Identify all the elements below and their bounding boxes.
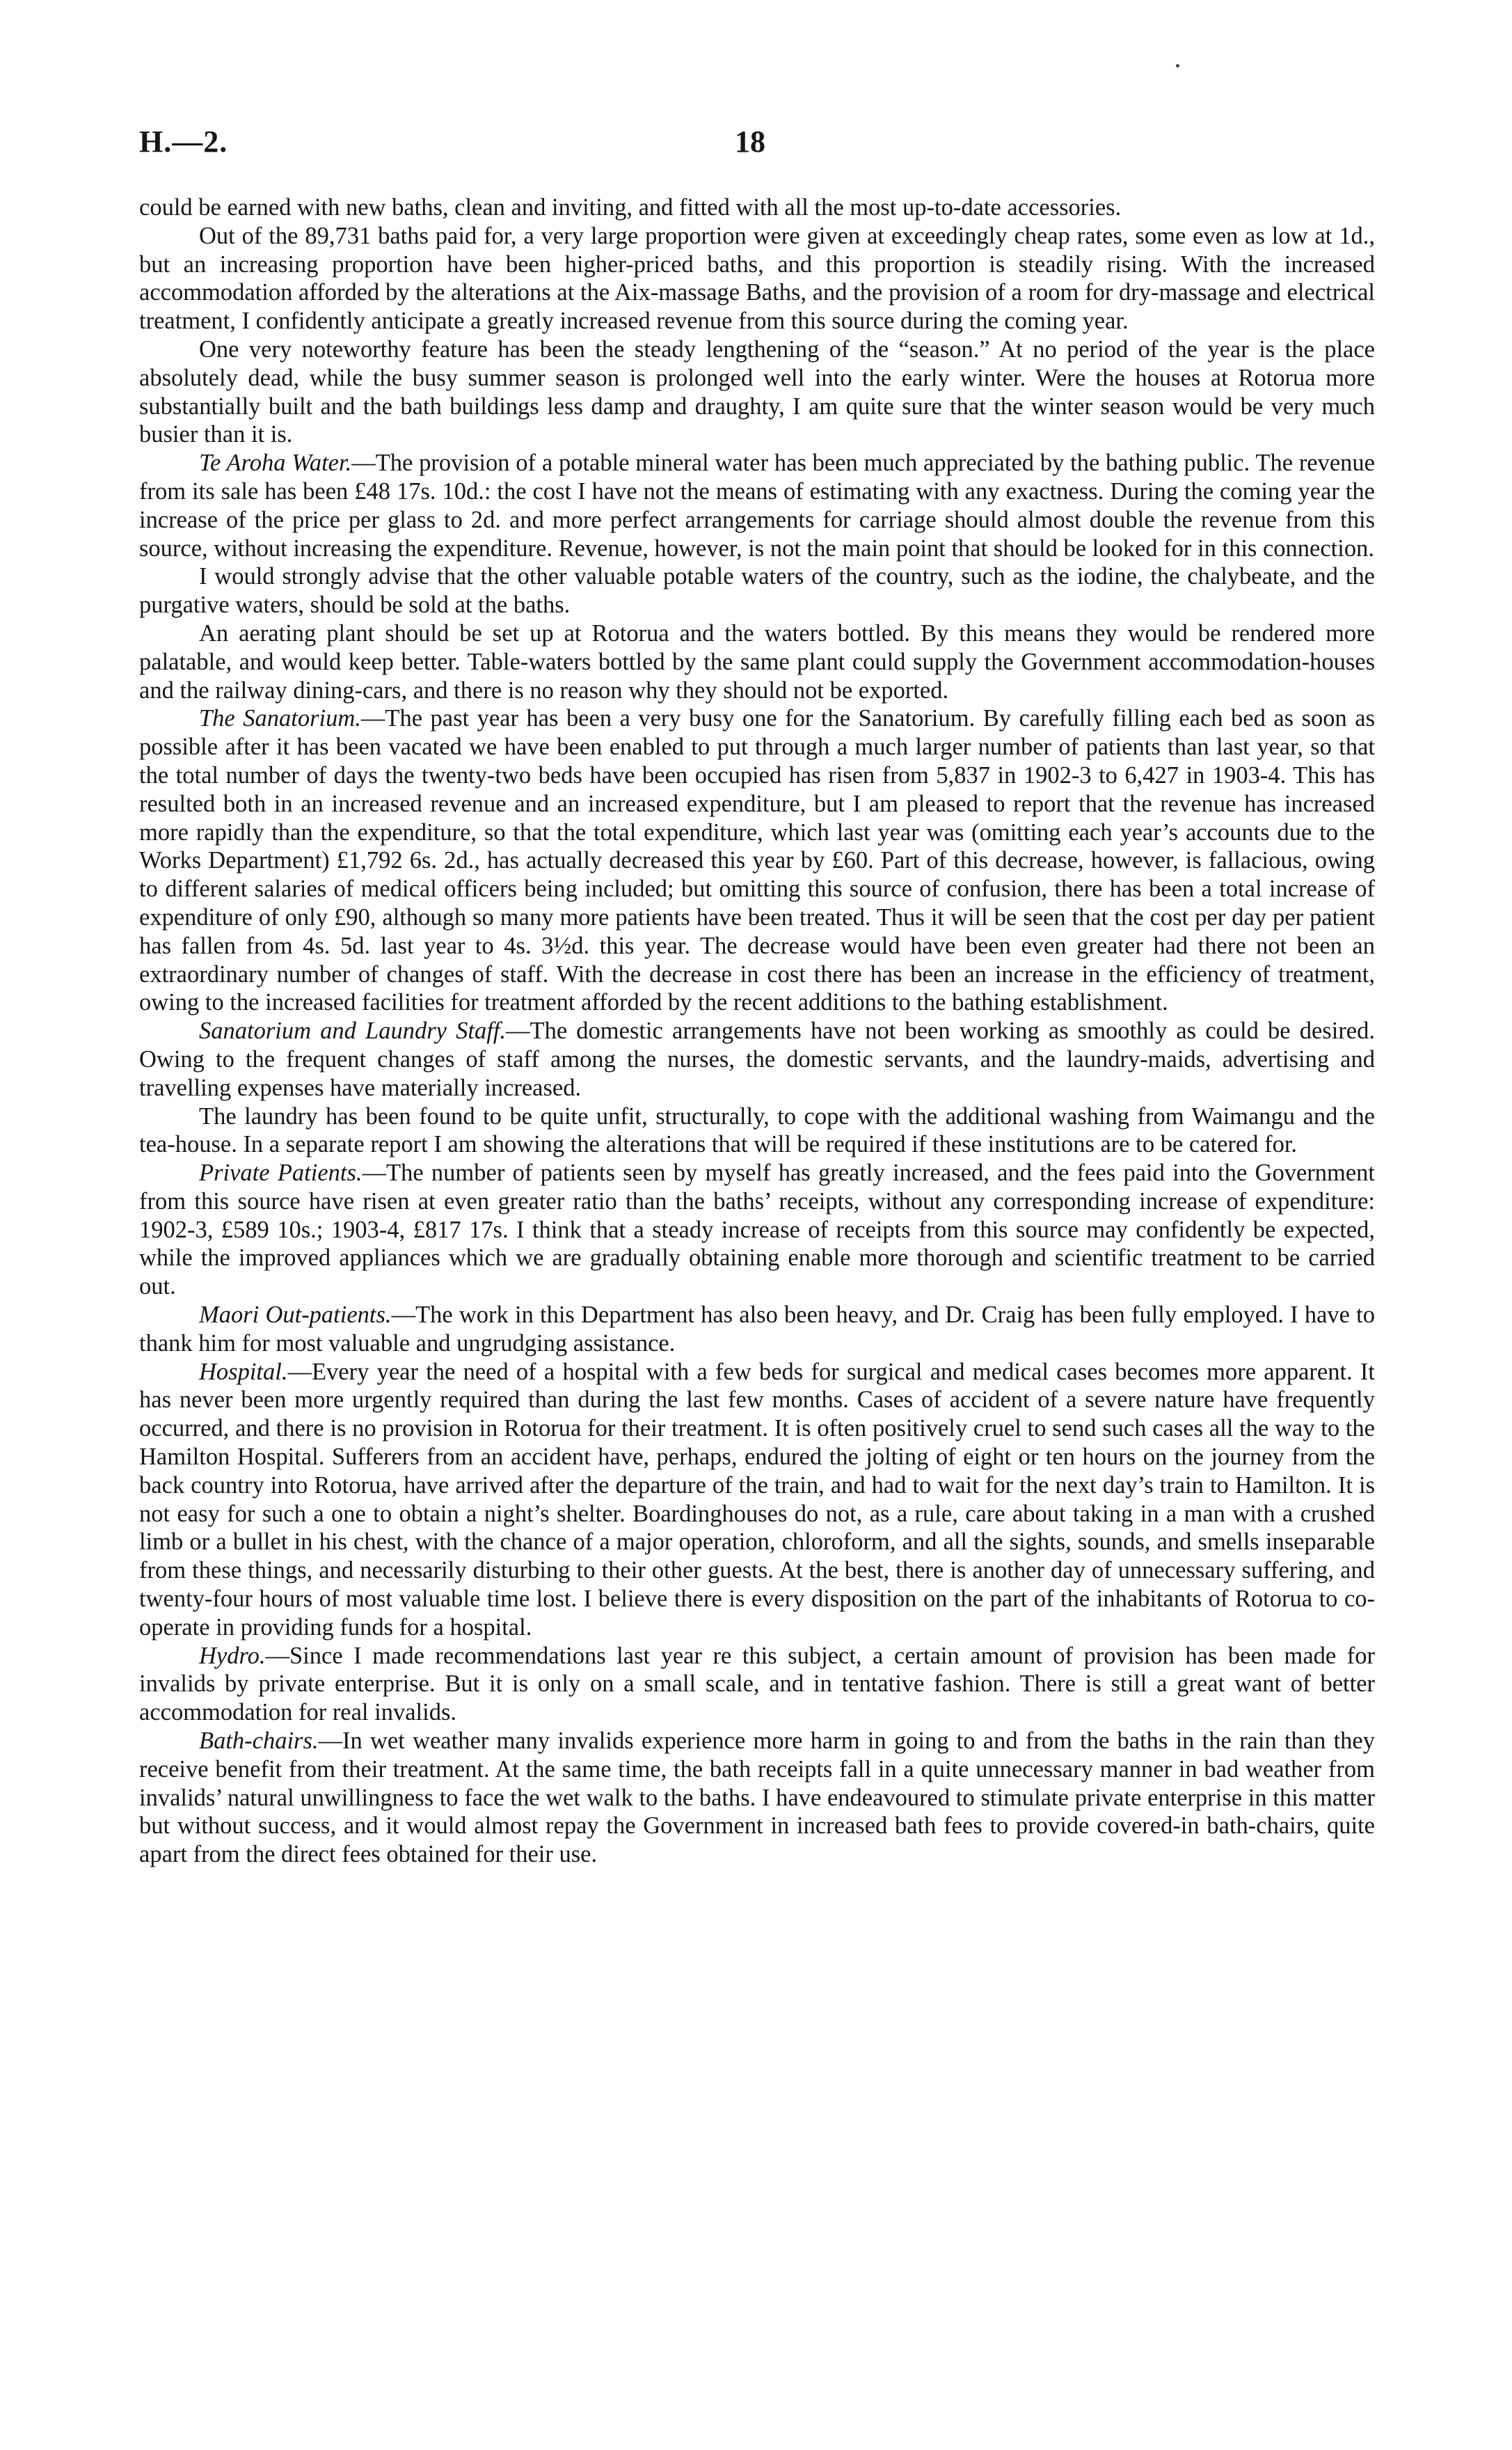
- paragraph-season: [139, 335, 1375, 449]
- paragraph-text: —The number of patients seen by myself has greatly increased, and the fees paid into the Government from this source have risen at even greater ratio than the baths’ receipts, without any corresponding increase of expenditure: 1902-3, £589 10s.; 1903-4, £817 17s. I think that a steady increase of receipts from this source may confidently be expected, while the improved appliances which we are gradually obtaining enable more thorough and scientific treatment to be carried out.: [139, 1160, 1375, 1300]
- paragraph-lead: Sanatorium and Laundry Staff.: [199, 1018, 507, 1045]
- paragraph-bath-chairs: [139, 1727, 1375, 1869]
- paragraph-laundry-staff: [139, 1017, 1375, 1102]
- page-header: [139, 124, 1375, 166]
- paragraph-lead: The Sanatorium.: [199, 705, 361, 732]
- document-code: H.—2.: [139, 125, 228, 159]
- paragraph-text: could be earned with new baths, clean and inviting, and fitted with all the most up-to-date accessories.: [139, 194, 1122, 221]
- paragraph-text: I would strongly advise that the other valuable potable waters of the country, such as the iodine, the chalybeate, and the purgative waters, should be sold at the baths.: [139, 563, 1375, 619]
- paragraph-te-aroha-water: [139, 449, 1375, 562]
- paragraph-lead: Bath-chairs.: [199, 1728, 319, 1755]
- paragraph-hydro: [139, 1642, 1375, 1727]
- paragraph-text: —The provision of a potable mineral water has been much appreciated by the bathing public. The revenue from its sale has been £48 17s. 10d.: the cost I have not the means of estimating with any exactness. During the coming year the increase of the price per glass to 2d. and more perfect arrangements for carriage should almost double the revenue from this source, without increasing the expenditure. Revenue, however, is not the main point that should be looked for in this connection.: [139, 450, 1375, 562]
- paragraph-text: One very noteworthy feature has been the steady lengthening of the “season.” At no period of the year is the place absolutely dead, while the busy summer season is prolonged well into the early winter. Were the houses at Rotorua more substantially built and the bath buildings less damp and draughty, I am quite sure that the winter season would be very much busier than it is.: [139, 335, 1375, 448]
- paragraph-lead: Private Patients.: [199, 1160, 363, 1187]
- scan-speck: [1176, 64, 1179, 68]
- paragraph-continuation: [139, 193, 1375, 222]
- paragraph-text: —The past year has been a very busy one for the Sanatorium. By carefully filling each bed as soon as possible after it has been vacated we have been enabled to put through a much larger number of patients than last year, so that the total number of days the twenty-two beds have been occupied has risen from 5,837 in 1902-3 to 6,427 in 1903-4. This has resulted both in an increased revenue and an increased expenditure, but I am pleased to report that the revenue has increased more rapidly than the expenditure, so that the total expenditure, which last year was (omitting each year’s accounts due to the Works Department) £1,792 6s. 2d., has actually decreased this year by £60. Part of this decrease, however, is fallacious, owing to different salaries of medical officers being included; but omitting this source of confusion, there has been a total increase of expenditure of only £90, although so many more patients have been treated. Thus it will be seen that the cost per day per patient has fallen from 4s. 5d. last year to 4s. 3½d. this year. The decrease would have been even greater had there not been an extraordinary number of changes of staff. With the decrease in cost there has been an increase in the efficiency of treatment, owing to the increased facilities for treatment afforded by the recent additions to the bathing establishment.: [139, 705, 1375, 1016]
- paragraph-hospital: [139, 1358, 1375, 1642]
- paragraph-text: —The work in this Department has also been heavy, and Dr. Craig has been fully employed. I have to thank him for most valuable and ungrudging assistance.: [139, 1302, 1376, 1357]
- body-text: [139, 193, 1375, 1869]
- paragraph-baths-paid: [139, 222, 1375, 335]
- paragraph-aerating-plant: [139, 619, 1375, 704]
- paragraph-lead: Hydro.: [199, 1642, 266, 1669]
- paragraph-text: —Since I made recommendations last year re this subject, a certain amount of provision has been made for invalids by private enterprise. But it is only on a small scale, and in tentative fashion. There is still a great want of better accommodation for real invalids.: [139, 1642, 1375, 1726]
- paragraph-potable-waters: [139, 562, 1375, 619]
- paragraph-text: The laundry has been found to be quite unfit, structurally, to cope with the additional washing from Waimangu and the tea-house. In a separate report I am showing the alterations that will be required if these institutions are to be catered for.: [139, 1102, 1375, 1158]
- page-number: 18: [735, 125, 765, 159]
- paragraph-sanatorium: [139, 704, 1375, 1017]
- paragraph-text: —In wet weather many invalids experience more harm in going to and from the baths in the rain than they receive benefit from their treatment. At the same time, the bath receipts fall in a quite unnecessary manner in bad weather from invalids’ natural unwillingness to face the wet walk to the baths. I have endeavoured to stimulate private enterprise in this matter but without success, and it would almost repay the Government in increased bath fees to provide covered-in bath-chairs, quite apart from the direct fees obtained for their use.: [139, 1728, 1375, 1868]
- paragraph-text: —Every year the need of a hospital with a few beds for surgical and medical cases becomes more apparent. It has never been more urgently required than during the last few months. Cases of accident of a severe nature have frequently occurred, and there is no provision in Rotorua for their treatment. It is often positively cruel to send such cases all the way to the Hamilton Hospital. Sufferers from an accident have, perhaps, endured the jolting of eight or ten hours on the journey from the back country into Rotorua, have arrived after the departure of the train, and had to wait for the next day’s train to Hamilton. It is not easy for such a one to obtain a night’s shelter. Boardinghouses do not, as a rule, care about taking in a man with a crushed limb or a bullet in his chest, with the chance of a major operation, chloroform, and all the sights, sounds, and smells inseparable from these things, and necessarily disturbing to their other guests. At the best, there is another day of unnecessary suffering, and twenty-four hours of most valuable time lost. I believe there is every disposition on the part of the inhabitants of Rotorua to co-operate in providing funds for a hospital.: [139, 1358, 1375, 1641]
- paragraph-text: —The domestic arrangements have not been working as smoothly as could be desired. Owing to the frequent changes of staff among the nurses, the domestic servants, and the laundry-maids, advertising and travelling expenses have materially increased.: [139, 1018, 1375, 1101]
- paragraph-laundry: [139, 1102, 1375, 1160]
- paragraph-lead: Hospital.: [199, 1358, 288, 1385]
- paragraph-lead: Te Aroha Water.: [199, 450, 352, 477]
- paragraph-lead: Maori Out-patients.: [199, 1302, 392, 1329]
- paragraph-text: Out of the 89,731 baths paid for, a very large proportion were given at exceedingly cheap rates, some even as low at 1d., but an increasing proportion have been higher-priced baths, and this proportion is steadily rising. With the increased accommodation afforded by the alterations at the Aix-massage Baths, and the provision of a room for dry-massage and electrical treatment, I confidently anticipate a greatly increased revenue from this source during the coming year.: [139, 222, 1375, 335]
- paragraph-private-patients: [139, 1159, 1375, 1301]
- paragraph-text: An aerating plant should be set up at Rotorua and the waters bottled. By this means they would be rendered more palatable, and would keep better. Table-waters bottled by the same plant could supply the Government accommodation-houses and the railway dining-cars, and there is no reason why they should not be exported.: [139, 619, 1375, 704]
- paragraph-maori-out-patients: [139, 1301, 1375, 1358]
